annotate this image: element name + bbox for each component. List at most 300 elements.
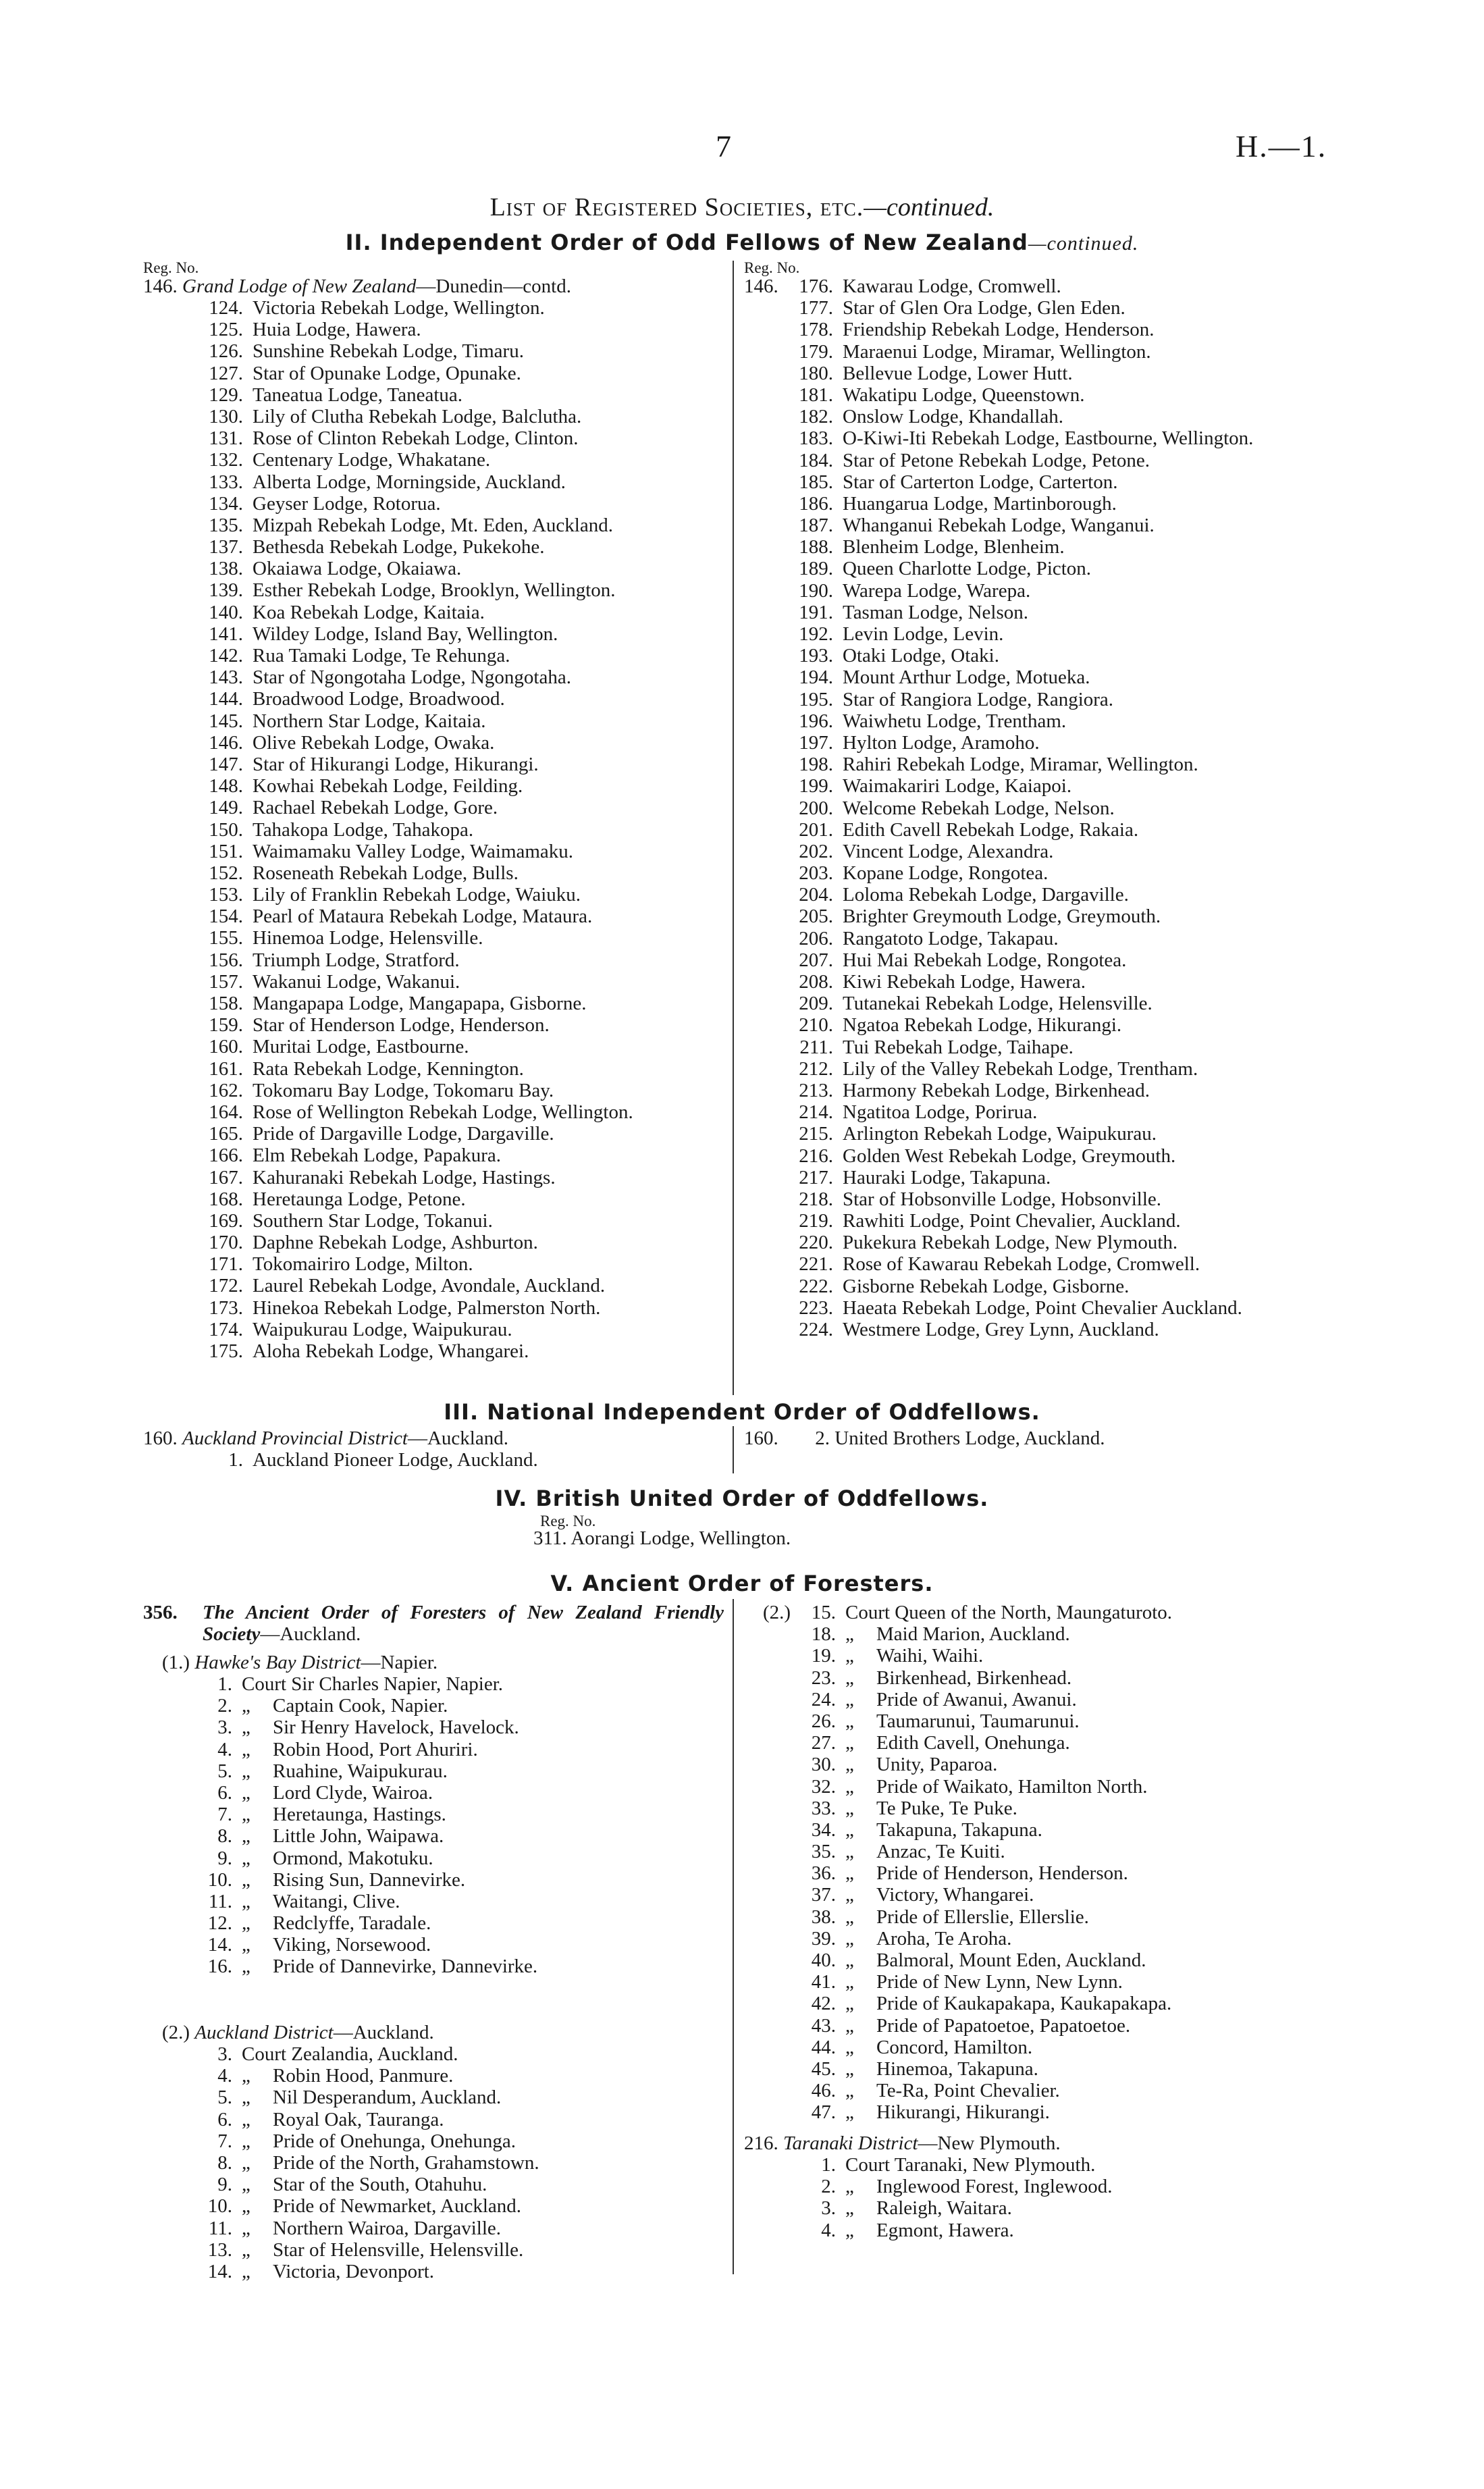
ditto-mark: „ (845, 1623, 854, 1646)
entry-text: Waitangi, Clive. (273, 1890, 400, 1912)
entry-text: Rising Sun, Dannevirke. (273, 1868, 466, 1891)
list-item (209, 1188, 725, 1210)
entry-text: Wakanui Lodge, Wakanui. (253, 970, 460, 993)
entry-text: Pride of Waikato, Hamilton North. (876, 1775, 1148, 1798)
entry-number: 186. (799, 492, 833, 515)
list-item (209, 449, 725, 471)
entry-number: 183. (799, 427, 833, 450)
entry-number: 39. (811, 1927, 836, 1949)
entry-number: 35. (811, 1841, 836, 1863)
list-item (217, 1825, 728, 1848)
taranaki-reg: 216. (744, 2132, 778, 2154)
list-item (209, 1014, 725, 1037)
grand-lodge-reg: 146. (143, 276, 178, 297)
list-item (811, 1645, 1345, 1667)
list-item (799, 276, 1329, 297)
list-item (217, 2043, 728, 2065)
list-item (208, 2217, 728, 2239)
ditto-mark: „ (242, 1890, 250, 1912)
entry-text: Court Taranaki, New Plymouth. (845, 2154, 1096, 2176)
ditto-mark: „ (845, 1927, 854, 1949)
taranaki-district-header (744, 2132, 1352, 2154)
entry-number: 219. (799, 1210, 833, 1232)
entry-number: 9. (217, 1847, 232, 1869)
list-item (207, 2195, 728, 2218)
ditto-mark: „ (845, 1971, 854, 1993)
entry-number: 8. (217, 2151, 232, 2174)
entry-number: 154. (209, 906, 243, 928)
ditto-mark: „ (242, 2108, 250, 2130)
list-item (799, 1057, 1329, 1080)
entry-text: Tokomairiro Lodge, Milton. (253, 1253, 473, 1276)
entry-number: 158. (209, 993, 243, 1014)
entry-number: 203. (799, 862, 833, 885)
entry-number: 166. (209, 1145, 243, 1167)
entry-text: Te-Ra, Point Chevalier. (876, 2080, 1060, 2102)
entry-text: Otaki Lodge, Otaki. (843, 645, 999, 667)
hawkes-bay-name: Hawke's Bay District (194, 1652, 361, 1673)
entry-text: Star of Glen Ora Lodge, Glen Eden. (843, 297, 1125, 319)
list-item (209, 666, 725, 689)
entry-text: Sunshine Rebekah Lodge, Timaru. (253, 340, 524, 363)
list-item (799, 645, 1329, 667)
entry-text: Rachael Rebekah Lodge, Gore. (253, 797, 498, 819)
ditto-mark: „ (242, 2174, 250, 2196)
section-3-district-row (143, 1427, 724, 1449)
entry-number: 132. (209, 449, 243, 471)
list-item (217, 1673, 728, 1695)
entry-number: 170. (209, 1232, 243, 1254)
entry-number: 161. (209, 1057, 243, 1080)
grand-lodge-place: —Dunedin—contd. (416, 276, 571, 297)
ditto-mark: „ (845, 1732, 854, 1754)
list-item (799, 666, 1329, 689)
entry-text: Koa Rebekah Lodge, Kaitaia. (253, 601, 485, 623)
list-item (209, 862, 725, 884)
entry-number: 201. (799, 818, 833, 841)
entry-text: Kowhai Rebekah Lodge, Feilding. (253, 775, 523, 797)
section-3-district-name: Auckland Provincial District (182, 1427, 408, 1449)
entry-text: Ngatitoa Lodge, Porirua. (843, 1101, 1038, 1124)
list-item (209, 1253, 725, 1276)
section-3-right-num: 2. (815, 1427, 830, 1449)
list-item (799, 1145, 1329, 1167)
entry-number: 224. (799, 1319, 833, 1341)
entry-text: Esther Rebekah Lodge, Brooklyn, Wellington. (253, 579, 616, 602)
entry-number: 215. (799, 1123, 833, 1145)
entry-text: Little John, Waipawa. (273, 1825, 444, 1848)
section-3-right-text: United Brothers Lodge, Auckland. (834, 1427, 1105, 1449)
entry-number: 153. (209, 884, 243, 906)
entry-number: 129. (209, 384, 243, 406)
entry-text: Concord, Hamilton. (876, 2036, 1033, 2058)
entry-text: Pride of the North, Grahamstown. (273, 2151, 539, 2174)
list-title-text: List of Registered Societies, etc. (489, 193, 864, 221)
society-reg: 356. (143, 1602, 178, 1623)
entry-number: 149. (209, 797, 243, 819)
entry-number: 162. (209, 1079, 243, 1101)
entry-number: 124. (209, 297, 243, 319)
entry-number: 18. (811, 1623, 836, 1646)
list-item (209, 949, 725, 971)
list-item (209, 884, 725, 906)
ditto-mark: „ (845, 1862, 854, 1885)
entry-number: 43. (811, 2014, 836, 2037)
entry-text: Hinemoa, Takapuna. (876, 2058, 1038, 2080)
list-item (799, 775, 1329, 797)
entry-text: Victory, Whangarei. (876, 1884, 1034, 1906)
list-item (209, 1275, 725, 1297)
entry-number: 142. (209, 645, 243, 666)
section-2-left-list (209, 297, 725, 1363)
entry-text: Laurel Rebekah Lodge, Avondale, Auckland. (253, 1275, 606, 1297)
entry-number: 140. (209, 601, 243, 623)
reg-no-label-left: Reg. No. (143, 259, 199, 276)
section-4-reg-label: Reg. No. (540, 1513, 596, 1529)
entry-text: Star of Henderson Lodge, Henderson. (253, 1014, 550, 1037)
ditto-mark: „ (242, 1847, 250, 1869)
ditto-mark: „ (845, 2058, 854, 2080)
section-2-continued: —continued. (1028, 232, 1139, 255)
auckland-place: —Auckland. (333, 2022, 434, 2043)
list-item (799, 1079, 1329, 1101)
entry-number: 148. (209, 775, 243, 797)
entry-text: Pride of New Lynn, New Lynn. (876, 1971, 1123, 1993)
entry-text: Court Zealandia, Auckland. (242, 2043, 458, 2065)
entry-text: Star of Opunake Lodge, Opunake. (253, 362, 521, 384)
entry-text: Golden West Rebekah Lodge, Greymouth. (843, 1145, 1176, 1167)
list-item (811, 1862, 1345, 1885)
entry-text: Triumph Lodge, Stratford. (253, 949, 460, 971)
entry-text: Rose of Clinton Rebekah Lodge, Clinton. (253, 427, 579, 450)
entry-text: Kahuranaki Rebekah Lodge, Hastings. (253, 1166, 556, 1188)
entry-number: 216. (799, 1145, 833, 1167)
entry-text: Lord Clyde, Wairoa. (273, 1781, 433, 1804)
entry-text: Mount Arthur Lodge, Motueka. (843, 666, 1090, 689)
entry-number: 126. (209, 340, 243, 363)
entry-number: 4. (217, 2065, 232, 2087)
grand-lodge-row (143, 276, 724, 297)
entry-text: Nil Desperandum, Auckland. (273, 2087, 502, 2109)
entry-number: 179. (799, 340, 833, 363)
entry-number: 165. (209, 1123, 243, 1145)
document-id: H.—1. (1236, 129, 1327, 163)
entry-text: Kiwi Rebekah Lodge, Hawera. (843, 971, 1086, 993)
section-3-district-reg: 160. (143, 1427, 178, 1449)
list-item (207, 1912, 728, 1935)
entry-text: Hui Mai Rebekah Lodge, Rongotea. (843, 949, 1127, 971)
entry-text: Star of Ngongotaha Lodge, Ngongotaha. (253, 666, 571, 689)
list-item (811, 1623, 1345, 1646)
entry-text: Geyser Lodge, Rotorua. (253, 492, 441, 515)
entry-text: Waipukurau Lodge, Waipukurau. (253, 1318, 512, 1340)
entry-text: Star of Rangiora Lodge, Rangiora. (843, 688, 1114, 710)
list-item (799, 1036, 1329, 1058)
list-item (209, 1166, 725, 1188)
entry-text: Aroha, Te Aroha. (876, 1927, 1012, 1949)
list-item (799, 971, 1329, 993)
taranaki-list (821, 2154, 1345, 2241)
list-item (799, 362, 1329, 384)
ditto-mark: „ (845, 2080, 854, 2102)
reg-no-label-right: Reg. No. (744, 259, 800, 276)
ditto-mark: „ (242, 1912, 250, 1935)
entry-number: 191. (799, 601, 833, 623)
list-item (799, 427, 1329, 450)
list-item (799, 515, 1329, 537)
section-3-right-reg: 160. (744, 1427, 778, 1449)
entry-text: Royal Oak, Tauranga. (273, 2108, 444, 2130)
entry-text: Levin Lodge, Levin. (843, 623, 1004, 646)
taranaki-district-row (744, 2132, 1352, 2154)
taranaki-name: Taranaki District (783, 2132, 918, 2154)
entry-text: Haeata Rebekah Lodge, Point Chevalier Auckland. (843, 1296, 1242, 1319)
entry-number: 27. (811, 1732, 836, 1754)
list-item (811, 1775, 1345, 1798)
list-item (799, 449, 1329, 471)
entry-text: Huia Lodge, Hawera. (253, 319, 421, 341)
list-item (799, 1319, 1329, 1341)
entry-number: 12. (207, 1912, 232, 1935)
list-item (811, 1927, 1345, 1949)
entry-text: Edith Cavell, Onehunga. (876, 1732, 1070, 1754)
list-item (209, 601, 725, 623)
section-2-left-header (143, 276, 724, 297)
list-item (799, 906, 1329, 928)
section-3-left-list (228, 1449, 725, 1471)
entry-number: 1. (821, 2154, 836, 2176)
entry-number: 143. (209, 666, 243, 689)
entry-text: Westmere Lodge, Grey Lynn, Auckland. (843, 1319, 1159, 1341)
entry-text: Bellevue Lodge, Lower Hutt. (843, 362, 1073, 384)
section-4-entry-text: Aorangi Lodge, Wellington. (571, 1527, 791, 1549)
entry-text: Huangarua Lodge, Martinborough. (843, 492, 1117, 515)
entry-text: Warepa Lodge, Warepa. (843, 579, 1031, 602)
entry-text: Okaiawa Lodge, Okaiawa. (253, 558, 462, 580)
section-4-entry-num: 311. (533, 1527, 567, 1549)
entry-number: 159. (209, 1014, 243, 1037)
list-item (811, 1949, 1345, 1971)
list-item (209, 1057, 725, 1080)
entry-number: 141. (209, 623, 243, 645)
ditto-mark: „ (845, 1688, 854, 1710)
list-item (207, 1868, 728, 1891)
column-divider-section-3 (733, 1426, 734, 1473)
list-item (799, 384, 1329, 406)
entry-number: 2. (217, 1695, 232, 1717)
entry-number: 178. (799, 319, 833, 341)
list-item (217, 1781, 728, 1804)
entry-text: Waihi, Waihi. (876, 1645, 984, 1667)
entry-text: Pride of Henderson, Henderson. (876, 1862, 1128, 1885)
list-item (811, 1841, 1345, 1863)
hawkes-bay-place: —Napier. (361, 1652, 438, 1673)
entry-text: Heretaunga, Hastings. (273, 1804, 446, 1826)
ditto-mark: „ (845, 2176, 854, 2198)
entry-number: 125. (209, 319, 243, 341)
list-item (811, 1710, 1345, 1732)
hawkes-bay-district-header (162, 1652, 729, 1673)
entry-text: Birkenhead, Birkenhead. (876, 1667, 1072, 1689)
ditto-mark: „ (845, 1884, 854, 1906)
entry-number: 7. (217, 2130, 232, 2152)
entry-text: Tokomaru Bay Lodge, Tokomaru Bay. (253, 1079, 554, 1101)
list-item (209, 688, 725, 710)
entry-number: 177. (799, 297, 833, 319)
auckland-district-row (162, 2022, 729, 2043)
list-item (799, 862, 1329, 885)
entry-text: Auckland Pioneer Lodge, Auckland. (253, 1449, 538, 1471)
list-item (209, 536, 725, 558)
list-item (799, 927, 1329, 949)
list-item (209, 1123, 725, 1145)
entry-text: Rawhiti Lodge, Point Chevalier, Auckland. (843, 1210, 1181, 1232)
entry-number: 206. (799, 927, 833, 949)
entry-text: Star of the South, Otahuhu. (273, 2174, 487, 2196)
list-item (799, 1188, 1329, 1210)
list-item (207, 1956, 728, 1978)
entry-text: Pride of Dannevirke, Dannevirke. (273, 1956, 538, 1978)
ditto-mark: „ (845, 2219, 854, 2241)
entry-number: 218. (799, 1188, 833, 1210)
entry-number: 10. (207, 1868, 232, 1891)
list-item (811, 1884, 1345, 1906)
entry-text: Northern Star Lodge, Kaitaia. (253, 710, 486, 732)
entry-number: 134. (209, 492, 243, 515)
section-3-right (744, 1427, 1352, 1449)
list-item (811, 1688, 1345, 1710)
section-5-heading: V. Ancient Order of Foresters. (550, 1571, 934, 1596)
entry-number: 160. (209, 1036, 243, 1058)
entry-text: Mizpah Rebekah Lodge, Mt. Eden, Auckland. (253, 514, 613, 536)
entry-text: Arlington Rebekah Lodge, Waipukurau. (843, 1123, 1157, 1145)
list-item (799, 840, 1329, 862)
entry-number: 19. (811, 1645, 836, 1667)
list-item (799, 1101, 1329, 1124)
entry-number: 222. (799, 1275, 833, 1297)
entry-number: 180. (799, 362, 833, 384)
auckland-cont-list (811, 1602, 1345, 2124)
list-item (209, 1340, 725, 1363)
page-number: 7 (716, 129, 731, 163)
ditto-mark: „ (242, 2195, 250, 2218)
list-item (799, 406, 1329, 428)
entry-text: Pride of Awanui, Awanui. (876, 1688, 1077, 1710)
column-divider-section-5 (733, 1599, 734, 2274)
entry-number: 40. (811, 1949, 836, 1971)
list-item (209, 1232, 725, 1254)
entry-number: 15. (811, 1602, 836, 1623)
entry-text: Heretaunga Lodge, Petone. (253, 1188, 466, 1210)
entry-text: Brighter Greymouth Lodge, Greymouth. (843, 906, 1161, 928)
list-item (209, 1209, 725, 1232)
entry-text: Roseneath Rebekah Lodge, Bulls. (253, 862, 519, 884)
ditto-mark: „ (242, 1956, 250, 1978)
entry-text: Te Puke, Te Puke. (876, 1797, 1017, 1819)
entry-number: 164. (209, 1101, 243, 1123)
entry-text: Hikurangi, Hikurangi. (876, 2101, 1050, 2124)
entry-text: Bethesda Rebekah Lodge, Pukekohe. (253, 536, 545, 558)
ditto-mark: „ (845, 2014, 854, 2037)
entry-text: Victoria, Devonport. (273, 2260, 435, 2282)
list-item (209, 1101, 725, 1123)
entry-text: Pride of Newmarket, Auckland. (273, 2195, 522, 2218)
society-row (143, 1602, 724, 1645)
ditto-mark: „ (845, 1775, 854, 1798)
entry-text: Rua Tamaki Lodge, Te Rehunga. (253, 645, 510, 666)
ditto-mark: „ (845, 1993, 854, 2015)
entry-text: Ruahine, Waipukurau. (273, 1760, 448, 1782)
ditto-mark: „ (845, 1645, 854, 1667)
entry-text: Blenheim Lodge, Blenheim. (843, 536, 1065, 558)
entry-number: 212. (799, 1057, 833, 1080)
entry-text: Gisborne Rebekah Lodge, Gisborne. (843, 1275, 1130, 1297)
entry-text: Star of Helensville, Helensville. (273, 2238, 524, 2261)
list-item (209, 297, 725, 319)
entry-text: Alberta Lodge, Morningside, Auckland. (253, 471, 566, 493)
entry-text: Court Sir Charles Napier, Napier. (242, 1673, 504, 1695)
list-item (811, 1906, 1345, 1928)
entry-number: 45. (811, 2058, 836, 2080)
ditto-mark: „ (242, 1695, 250, 1717)
list-item (799, 884, 1329, 906)
list-item (821, 2154, 1345, 2176)
entry-number: 7. (217, 1804, 232, 1826)
ditto-mark: „ (845, 1949, 854, 1971)
ditto-mark: „ (845, 1906, 854, 1928)
list-item (811, 1993, 1345, 2015)
entry-number: 37. (811, 1884, 836, 1906)
list-item (799, 319, 1329, 341)
entry-text: Pride of Kaukapakapa, Kaukapakapa. (876, 1993, 1172, 2015)
entry-text: Queen Charlotte Lodge, Picton. (843, 558, 1092, 580)
entry-number: 1. (217, 1673, 232, 1695)
ditto-mark: „ (242, 1934, 250, 1956)
section-3-heading: III. National Independent Order of Oddfellows. (444, 1399, 1040, 1425)
list-item (799, 1275, 1329, 1297)
entry-text: Kopane Lodge, Rongotea. (843, 862, 1049, 885)
list-item (821, 2219, 1345, 2241)
hawkes-bay-label: (1.) (162, 1652, 190, 1673)
entry-number: 196. (799, 710, 833, 732)
entry-text: Victoria Rebekah Lodge, Wellington. (253, 297, 545, 319)
entry-number: 47. (811, 2101, 836, 2124)
entry-text: Pride of Ellerslie, Ellerslie. (876, 1906, 1089, 1928)
entry-text: Broadwood Lodge, Broadwood. (253, 688, 505, 710)
entry-number: 184. (799, 449, 833, 471)
entry-number: 139. (209, 579, 243, 602)
entry-text: Olive Rebekah Lodge, Owaka. (253, 731, 495, 754)
entry-number: 26. (811, 1710, 836, 1732)
entry-text: Robin Hood, Port Ahuriri. (273, 1738, 478, 1760)
grand-lodge-name: Grand Lodge of New Zealand (182, 276, 417, 297)
entry-text: Wakatipu Lodge, Queenstown. (843, 384, 1085, 406)
entry-text: Hauraki Lodge, Takapuna. (843, 1166, 1051, 1188)
entry-text: Tui Rebekah Lodge, Taihape. (843, 1036, 1074, 1058)
list-item (209, 840, 725, 862)
entry-number: 168. (209, 1188, 243, 1210)
ditto-mark: „ (845, 2101, 854, 2124)
auckland-label: (2.) (162, 2022, 190, 2043)
entry-number: 6. (217, 2108, 232, 2130)
list-item (209, 514, 725, 536)
entry-text: Edith Cavell Rebekah Lodge, Rakaia. (843, 818, 1139, 841)
ditto-mark: „ (845, 1841, 854, 1863)
list-item (799, 1210, 1329, 1232)
entry-text: Rose of Kawarau Rebekah Lodge, Cromwell. (843, 1253, 1200, 1276)
entry-text: Takapuna, Takapuna. (876, 1818, 1042, 1841)
entry-number: 209. (799, 993, 833, 1015)
